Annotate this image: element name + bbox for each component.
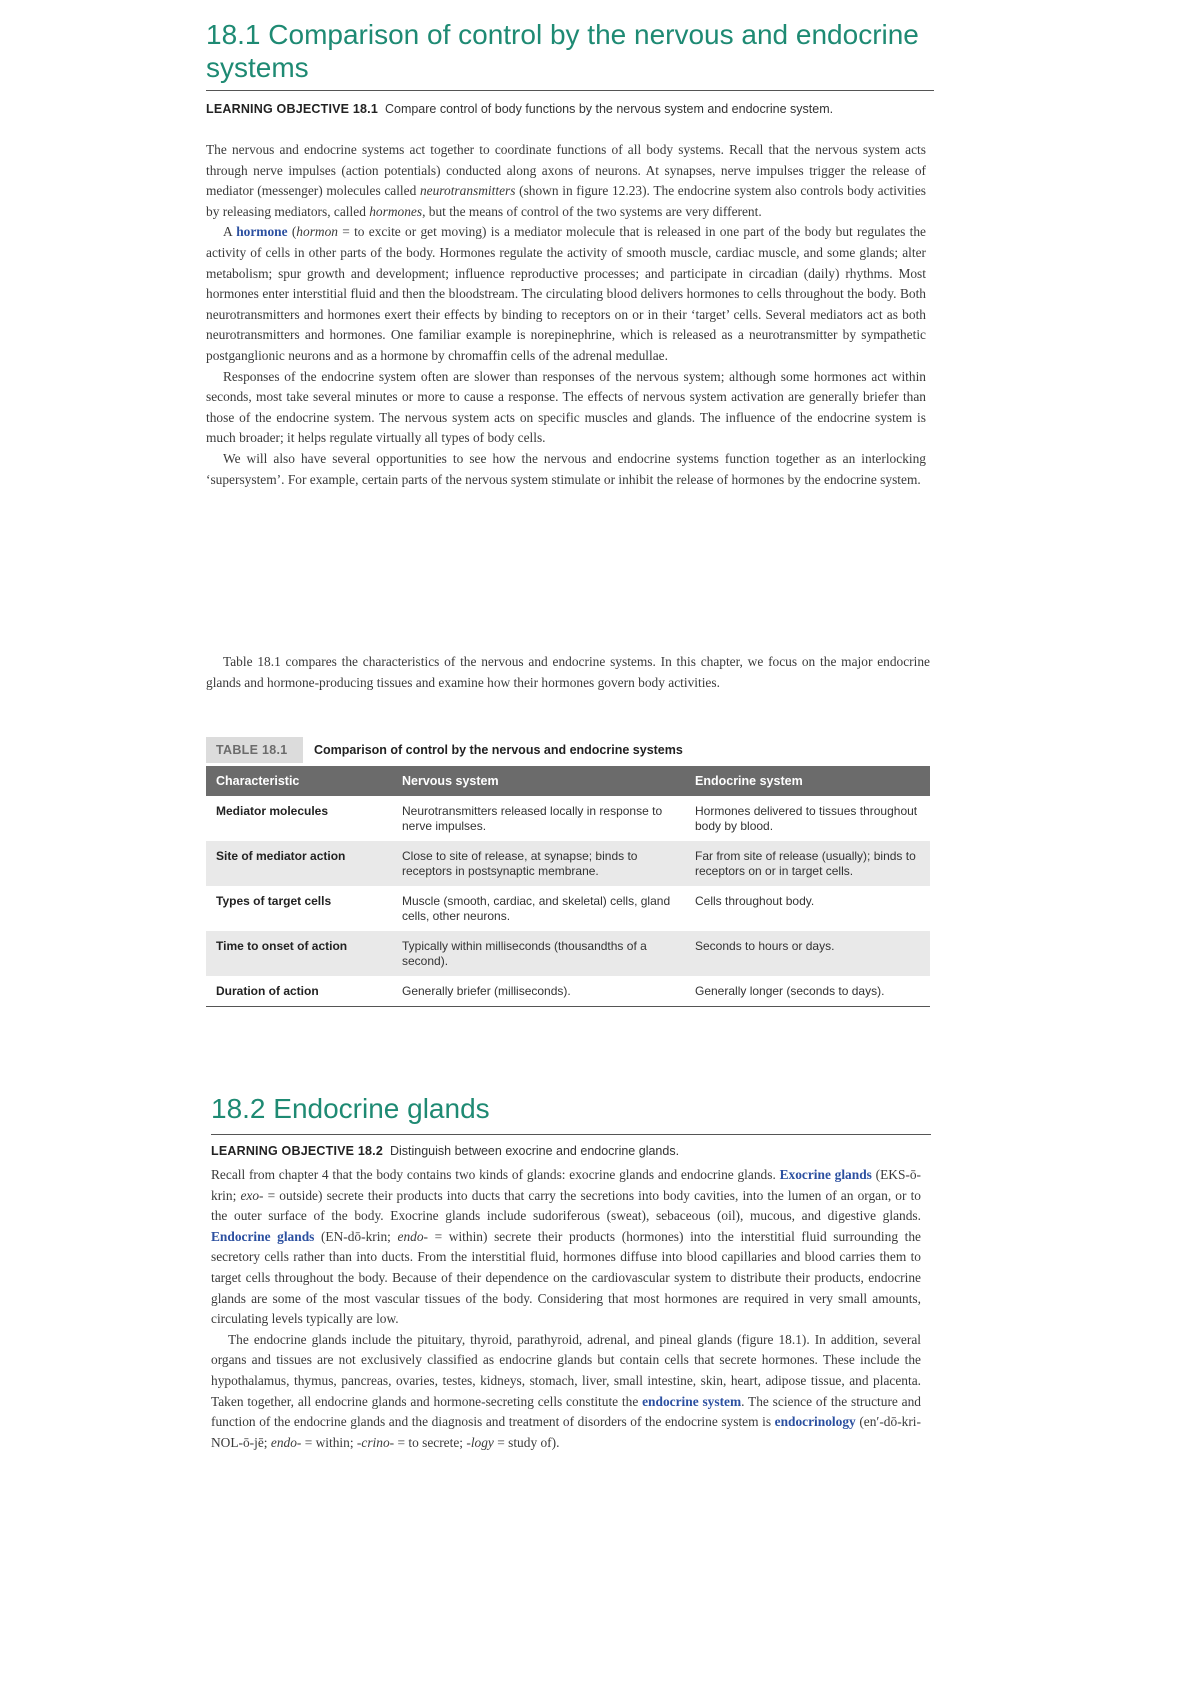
text-run: = study of). [493, 1434, 560, 1450]
section-title-18-2: 18.2 Endocrine glands [211, 1093, 490, 1124]
table-row [206, 886, 930, 931]
table-cell: Cells throughout body. [695, 894, 815, 908]
column-header: Characteristic [206, 766, 392, 796]
objective-text: Compare control of body functions by the nervous system and endocrine system. [384, 102, 834, 116]
table-cell: Close to site of release, at synapse; binds to receptors in postsynaptic membrane. [392, 841, 685, 886]
text-run: = to secrete; [394, 1434, 467, 1450]
table-row [206, 841, 930, 886]
paragraph [211, 1165, 921, 1330]
table-cell: Generally longer (seconds to days). [685, 976, 930, 1007]
table-row [206, 796, 930, 841]
term: endo- [397, 1228, 428, 1244]
objective-label: LEARNING OBJECTIVE 18.2 [211, 1144, 384, 1158]
table-tag: TABLE 18.1 [206, 737, 303, 763]
table-cell: Typically within milliseconds (thousandths of a second). [392, 931, 685, 976]
column-header: Endocrine system [685, 766, 930, 796]
objective-text: Distinguish between exocrine and endocrine glands. [389, 1144, 680, 1158]
comparison-table [206, 766, 930, 1007]
keyword-exocrine-glands: Exocrine glands [779, 1167, 872, 1182]
text-run: A [223, 224, 237, 240]
text-run: (shown in figure 12.23). The endocrine system also controls body activities by releasing mediators, called [206, 183, 926, 219]
term: hormones [369, 203, 423, 219]
text-run: , but the means of control of the two systems are very different. [422, 203, 762, 219]
text-run: = to excite or get moving) is a mediator molecule that is released in one part of the body but regulates the activity of cells in other parts of the body. Hormones regulate the activity of smooth muscle, cardiac muscle, and some glands; alter metabolism; spur growth and development; influence reproductive processes; and participate in circadian (daily) rhythms. Most hormones enter interstitial fluid and then the bloodstream. The circulating blood delivers hormones to cells throughout the body. Both neurotransmitters and hormones exert their effects by binding to receptors on or in their ‘target’ cells. Several mediators act as both neurotransmitters and hormones. One familiar example is norepinephrine, which is released as a neurotransmitter by sympathetic postganglionic neurons and as a hormone by chromaffin cells of the adrenal medullae. [206, 224, 927, 363]
table-title: Comparison of control by the nervous and endocrine systems [314, 743, 683, 757]
term: exo- [240, 1187, 264, 1203]
table-intro [206, 652, 930, 693]
keyword-hormone: hormone [236, 224, 288, 240]
table-cell: Muscle (smooth, cardiac, and skeletal) cells, gland cells, other neurons. [402, 894, 671, 923]
table-cell: Neurotransmitters released locally in response to nerve impulses. [402, 804, 663, 833]
section-18-2-body [211, 1165, 921, 1453]
table-cell: Generally briefer (milliseconds). [392, 976, 685, 1007]
row-label: Site of mediator action [206, 841, 392, 886]
title-rule [211, 1134, 931, 1135]
keyword-endocrinology: endocrinology [774, 1414, 856, 1430]
text-run: = within) secrete their products (hormones) into the interstitial fluid surrounding the secretory cells rather than into ducts. From the interstitial fluid, hormones diffuse into blood capillaries and blood carries them to target cells throughout the body. Because of their dependence on the cardiovascular system to distribute their products, endocrine glands are some of the most vascular tissues of the body. Considering that most hormones are required in very small amounts, circulating levels typically are low. [211, 1228, 921, 1327]
objective-label: LEARNING OBJECTIVE 18.1 [206, 102, 379, 116]
table-cell: Seconds to hours or days. [685, 931, 930, 976]
paragraph: We will also have several opportunities to see how the nervous and endocrine systems function together as an interlocking ‘supersystem’. For example, certain parts of the nervous system stimulate or inhibit the release of hormones by the endocrine system. [206, 450, 926, 487]
title-rule [206, 90, 934, 91]
learning-objective-18-2 [211, 1143, 891, 1159]
term: hormon [296, 224, 338, 240]
column-header: Nervous system [392, 766, 685, 796]
text-run: (en′-dō-kri-NOL-ō-jē; [211, 1414, 921, 1450]
learning-objective-18-1 [206, 101, 866, 117]
paragraph [206, 140, 926, 222]
text-run: (EN-dō-krin; [314, 1228, 398, 1244]
table-header-row [206, 766, 930, 796]
term: -logy [466, 1434, 494, 1450]
keyword-endocrine-system: endocrine system [642, 1393, 742, 1409]
text-run: The endocrine glands include the pituitary, thyroid, parathyroid, adrenal, and pineal glands (figure 18.1). In addition, several organs and tissues are not exclusively classified as endocrine glands but contain cells that secrete hormones. These include the hypothalamus, thymus, pancreas, ovaries, testes, kidneys, stomach, liver, small intestine, skin, heart, adipose tissue, and placenta. Taken together, all endocrine glands and hormone-secreting cells constitute the [211, 1331, 921, 1409]
paragraph [211, 1330, 921, 1454]
text-run: Recall from chapter 4 that the body contains two kinds of glands: exocrine glands and endocrine glands. [211, 1167, 780, 1182]
keyword-endocrine-glands: Endocrine glands [211, 1228, 315, 1244]
table-cell: Hormones delivered to tissues throughout body by blood. [695, 804, 918, 833]
section-title-18-1: 18.1 Comparison of control by the nervous and endocrine systems [206, 19, 919, 83]
paragraph: Responses of the endocrine system often are slower than responses of the nervous system; although some hormones act within seconds, most take several minutes or more to cause a response. The effects of nervous system activation are generally briefer than those of the endocrine system. The nervous system acts on specific muscles and glands. The influence of the endocrine system is much broader; it helps regulate virtually all types of body cells. [206, 368, 926, 446]
paragraph: Table 18.1 compares the characteristics of the nervous and endocrine systems. In this chapter, we focus on the major endocrine glands and hormone-producing tissues and examine how their hormones govern body activities. [206, 654, 930, 690]
row-label: Duration of action [206, 976, 392, 1007]
text-run: = outside) secrete their products into ducts that carry the secretions into body cavities, into the lumen of an organ, or to the outer surface of the body. Exocrine glands include sudoriferous (sweat), sebaceous (oil), mucous, and digestive glands. [211, 1187, 922, 1224]
text-run: ( [287, 224, 297, 240]
paragraph [206, 222, 926, 366]
row-label: Time to onset of action [206, 931, 392, 976]
table-caption [206, 737, 930, 763]
text-run: The nervous and endocrine systems act together to coordinate functions of all body systems. Recall that the nervous system acts through nerve impulses (action potentials) conducted along axons of neurons. At synapses, nerve impulses trigger the release of mediator (messenger) molecules called [206, 142, 926, 199]
term: endo- [270, 1434, 302, 1450]
table-row [206, 976, 930, 1007]
table-cell: Far from site of release (usually); binds to receptors on or in target cells. [685, 841, 930, 886]
section-18-1-body [206, 140, 926, 490]
text-run: (EKS-ō-krin; [211, 1167, 922, 1203]
table-row [206, 931, 930, 976]
text-run: . The science of the structure and function of the endocrine glands and the diagnosis and treatment of disorders of the endocrine system is [211, 1393, 921, 1430]
term: neurotransmitters [419, 183, 516, 199]
text-run: = within; [301, 1434, 357, 1450]
row-label: Mediator molecules [216, 804, 329, 818]
row-label: Types of target cells [216, 894, 332, 908]
term: -crino- [356, 1434, 395, 1450]
